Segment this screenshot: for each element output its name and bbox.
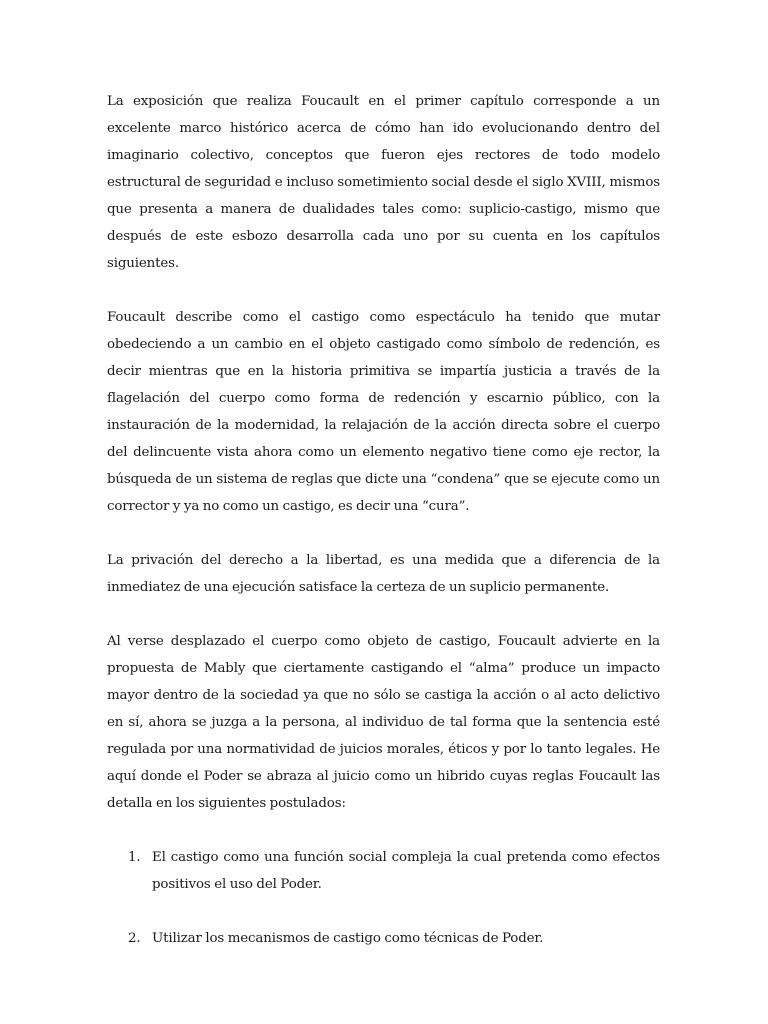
postulates-list xyxy=(107,844,660,952)
paragraph: La privación del derecho a la libertad, es una medida que a diferencia de la inmediatez de una ejecución satisface la certeza de un suplicio permanente. xyxy=(107,553,660,595)
paragraph: La exposición que realiza Foucault en el primer capítulo corresponde a un excelente marco histórico acerca de cómo han ido evolucionando dentro del imaginario colectivo, conceptos que fueron ejes rectores de todo modelo estructural de seguridad e incluso sometimiento social desde el siglo XVIII, mismos que presenta a manera de dualidades tales como: suplicio-castigo, mismo que después de este esbozo desarrolla cada uno por su cuenta en los capítulos siguientes. xyxy=(107,94,660,271)
list-item-text: El castigo como una función social compleja la cual pretenda como efectos positivos el uso del Poder. xyxy=(152,850,660,892)
list-item-number: 1. xyxy=(128,850,141,865)
list-item xyxy=(107,844,660,898)
list-item xyxy=(107,925,660,952)
list-item-text: Utilizar los mecanismos de castigo como técnicas de Poder. xyxy=(152,931,544,946)
paragraph: Foucault describe como el castigo como espectáculo ha tenido que mutar obedeciendo a un cambio en el objeto castigado como símbolo de redención, es decir mientras que en la historia primitiva se impartía justicia a través de la flagelación del cuerpo como forma de redención y escarnio público, con la instauración de la modernidad, la relajación de la acción directa sobre el cuerpo del delincuente vista ahora como un elemento negativo tiene como eje rector, la búsqueda de un sistema de reglas que dicte una “condena” que se ejecute como un corrector y ya no como un castigo, es decir una “cura”. xyxy=(107,310,660,514)
list-item-number: 2. xyxy=(128,931,141,946)
paragraph: Al verse desplazado el cuerpo como objeto de castigo, Foucault advierte en la propuesta de Mably que ciertamente castigando el “alma” produce un impacto mayor dentro de la sociedad ya que no sólo se castiga la acción o al acto delictivo en sí, ahora se juzga a la persona, al individuo de tal forma que la sentencia esté regulada por una normatividad de juicios morales, éticos y por lo tanto legales. He aquí donde el Poder se abraza al juicio como un hibrido cuyas reglas Foucault las detalla en los siguientes postulados: xyxy=(107,634,660,811)
document-page xyxy=(107,88,660,979)
